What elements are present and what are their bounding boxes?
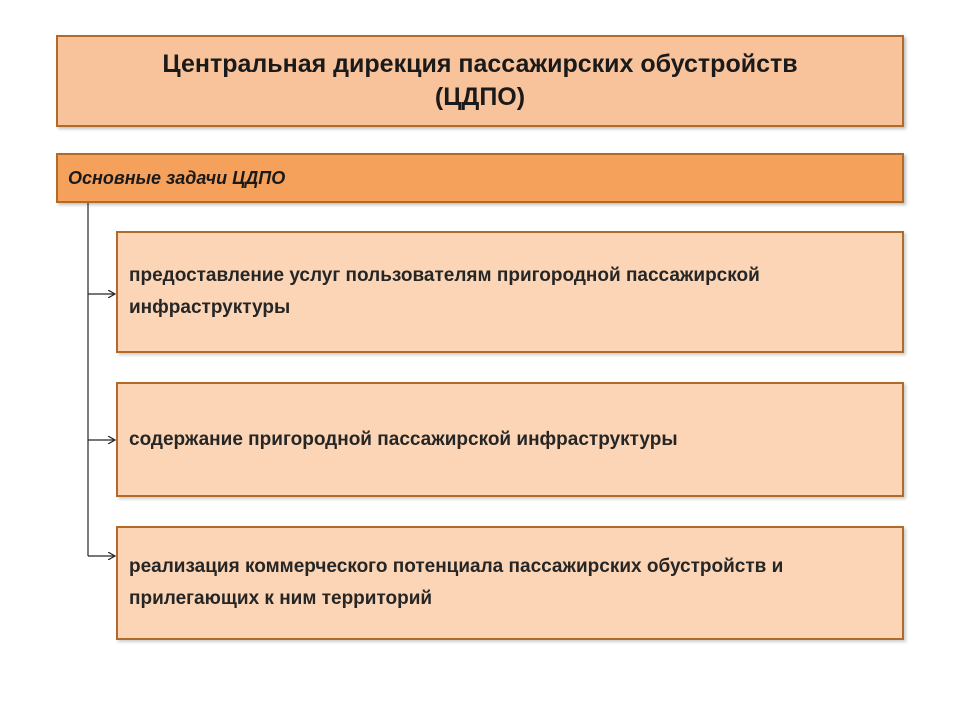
task-text-3: реализация коммерческого потенциала пассажирских обустройств и прилегающих к ним территорий <box>129 556 784 609</box>
title-box <box>56 35 904 127</box>
task-box-3 <box>116 526 904 640</box>
title-line-1: Центральная дирекция пассажирских обустройств <box>162 50 798 78</box>
task-box-1 <box>116 231 904 353</box>
tasks-header-label: Основные задачи ЦДПО <box>68 167 286 188</box>
task-text-2: содержание пригородной пассажирской инфраструктуры <box>129 428 678 450</box>
title-line-2: (ЦДПО) <box>434 83 526 111</box>
task-text-1: предоставление услуг пользователям пригородной пассажирской инфраструктуры <box>129 265 760 318</box>
tasks-header-box <box>56 153 904 203</box>
task-box-2 <box>116 382 904 497</box>
